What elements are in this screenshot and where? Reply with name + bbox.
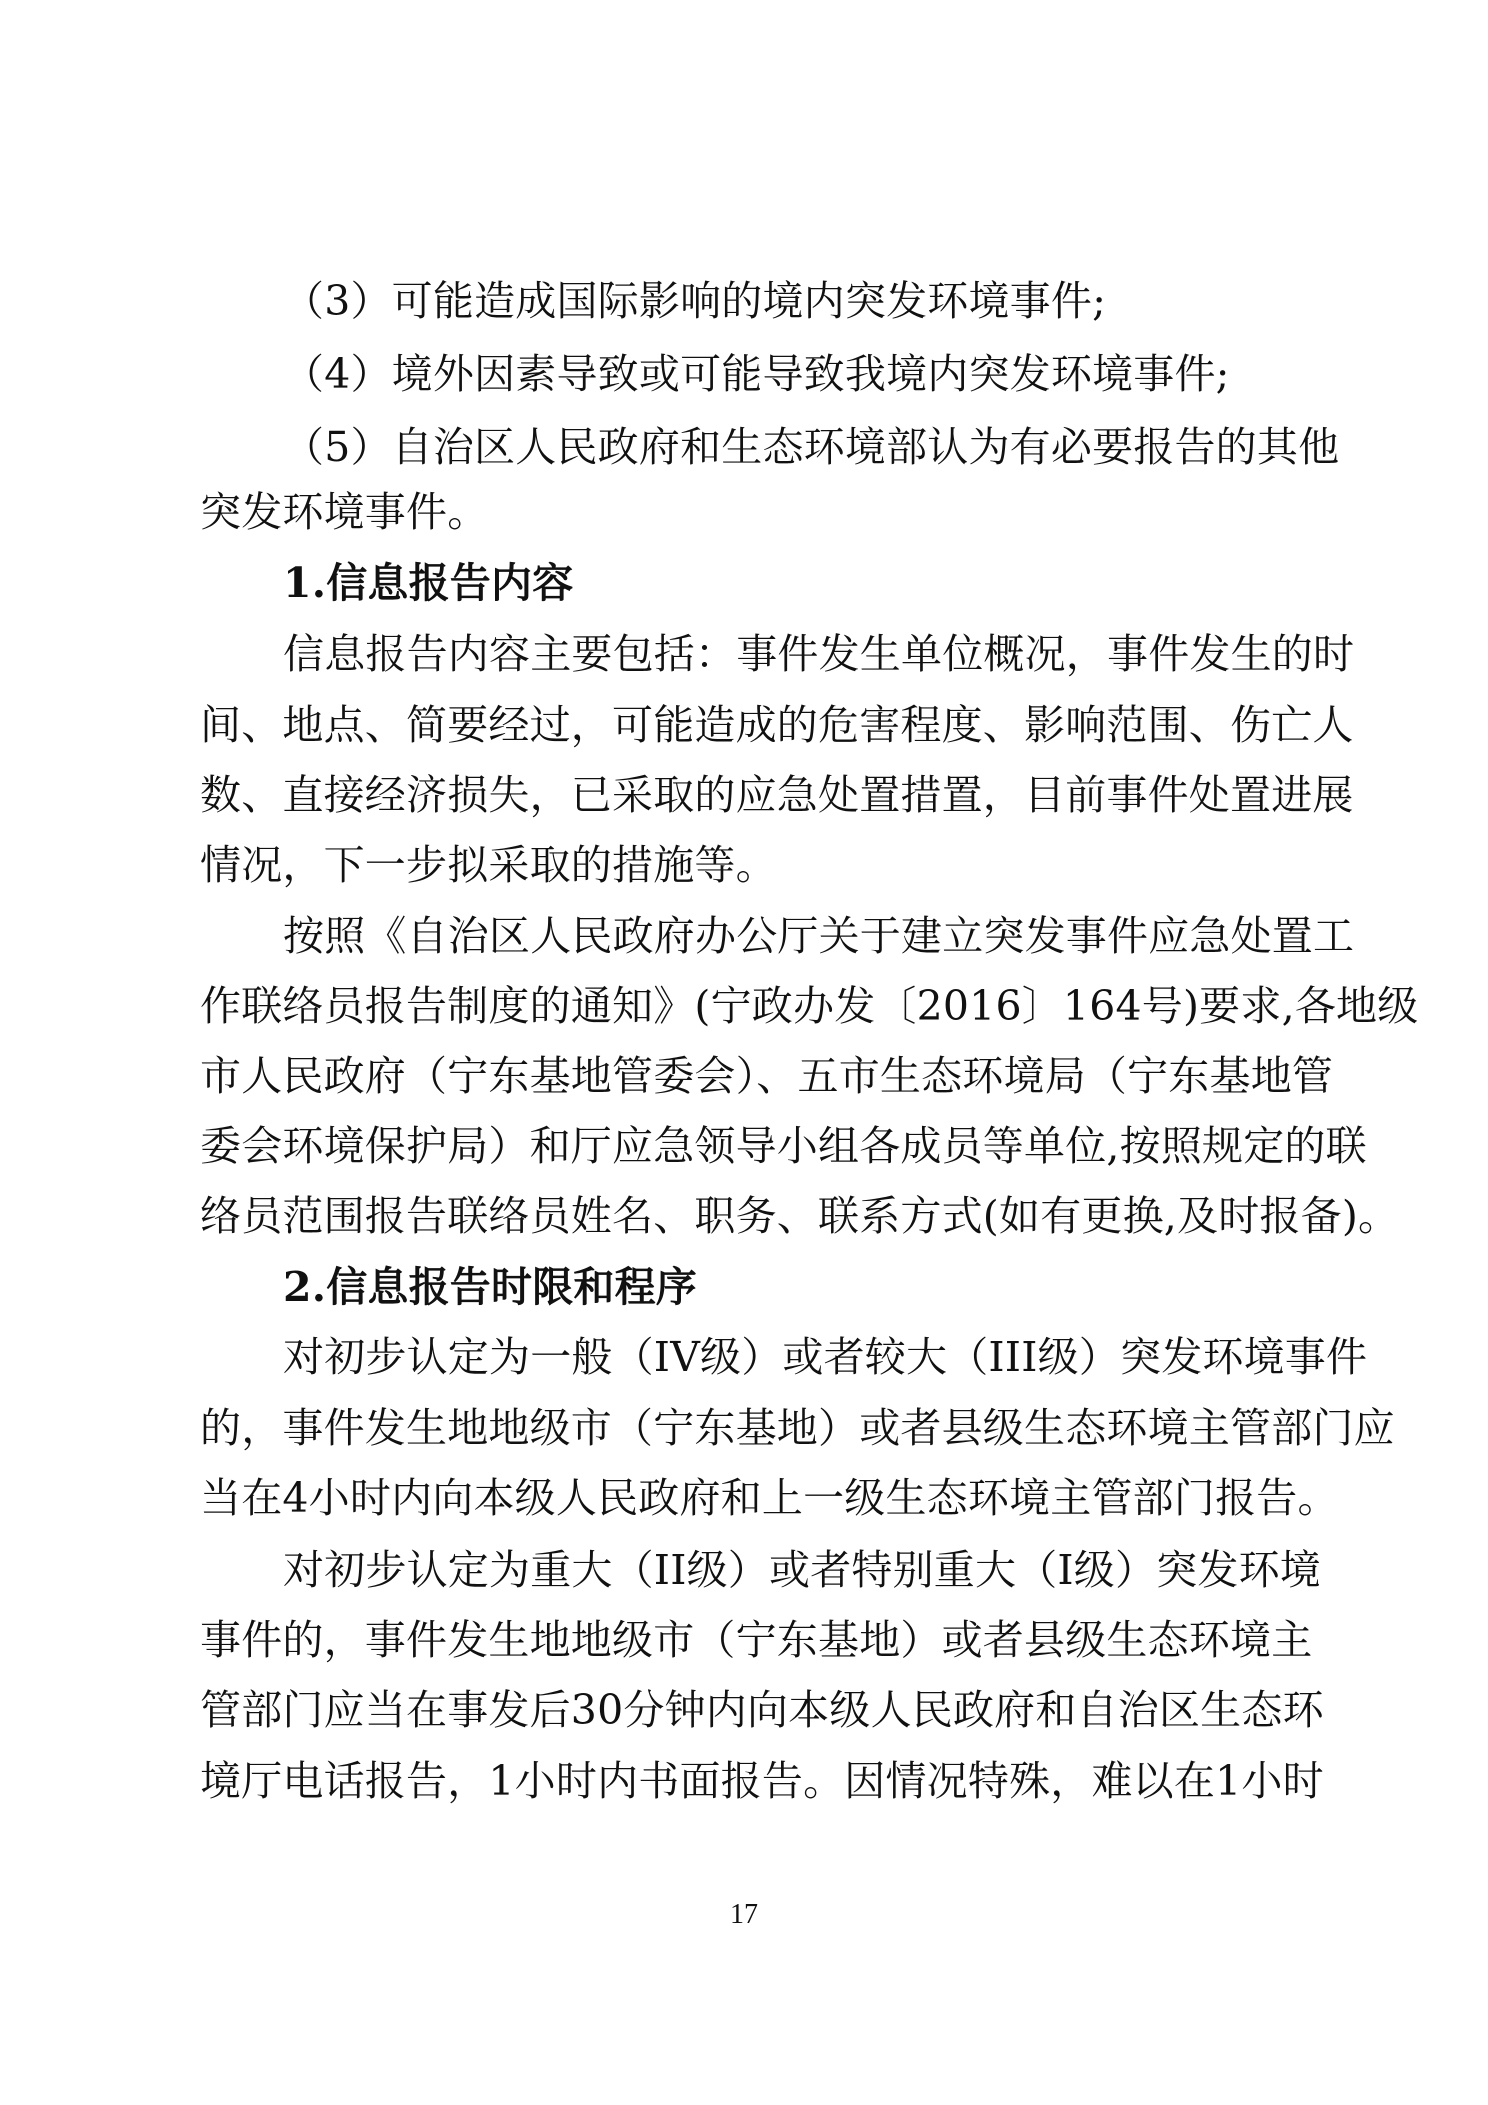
paragraph-line: 情况，下一步拟采取的措施等。 <box>200 841 777 889</box>
paragraph-line: 事件的，事件发生地地级市（宁东基地）或者县级生态环境主 <box>200 1616 1313 1664</box>
paragraph-line: 管部门应当在事发后30分钟内向本级人民政府和自治区生态环 <box>200 1686 1324 1734</box>
paragraph-line: 络员范围报告联络员姓名、职务、联系方式(如有更换,及时报备)。 <box>200 1192 1400 1240</box>
paragraph-line: 市人民政府（宁东基地管委会）、五市生态环境局（宁东基地管 <box>200 1052 1334 1100</box>
list-item-3: （3）可能造成国际影响的境内突发环境事件; <box>283 277 1107 325</box>
paragraph-line: 数、直接经济损失，已采取的应急处置措置，目前事件处置进展 <box>200 771 1354 819</box>
list-item-4: （4）境外因素导致或可能导致我境内突发环境事件; <box>283 350 1230 398</box>
paragraph-line: 当在4小时内向本级人民政府和上一级生态环境主管部门报告。 <box>200 1474 1339 1522</box>
paragraph-line: 突发环境事件。 <box>200 488 489 536</box>
paragraph-line: 的，事件发生地地级市（宁东基地）或者县级生态环境主管部门应 <box>200 1404 1395 1452</box>
paragraph-line: 信息报告内容主要包括：事件发生单位概况，事件发生的时 <box>283 630 1355 678</box>
paragraph-line: 按照《自治区人民政府办公厅关于建立突发事件应急处置工 <box>283 912 1355 960</box>
paragraph-line: 对初步认定为重大（II级）或者特别重大（I级）突发环境 <box>283 1546 1321 1594</box>
paragraph-line: 委会环境保护局）和厅应急领导小组各成员等单位,按照规定的联 <box>200 1122 1367 1170</box>
paragraph-line: 境厅电话报告，1小时内书面报告。因情况特殊，难以在1小时 <box>200 1757 1324 1805</box>
paragraph-line: 对初步认定为一般（IV级）或者较大（III级）突发环境事件 <box>283 1333 1368 1381</box>
paragraph-line: 间、地点、简要经过，可能造成的危害程度、影响范围、伤亡人 <box>200 701 1354 749</box>
paragraph-line: 作联络员报告制度的通知》(宁政办发〔2016〕164号)要求,各地级 <box>200 982 1419 1030</box>
section-heading-1: 1.信息报告内容 <box>283 559 574 607</box>
section-heading-2: 2.信息报告时限和程序 <box>283 1263 698 1311</box>
page-number: 17 <box>730 1899 758 1930</box>
list-item-5: （5）自治区人民政府和生态环境部认为有必要报告的其他 <box>283 423 1340 471</box>
